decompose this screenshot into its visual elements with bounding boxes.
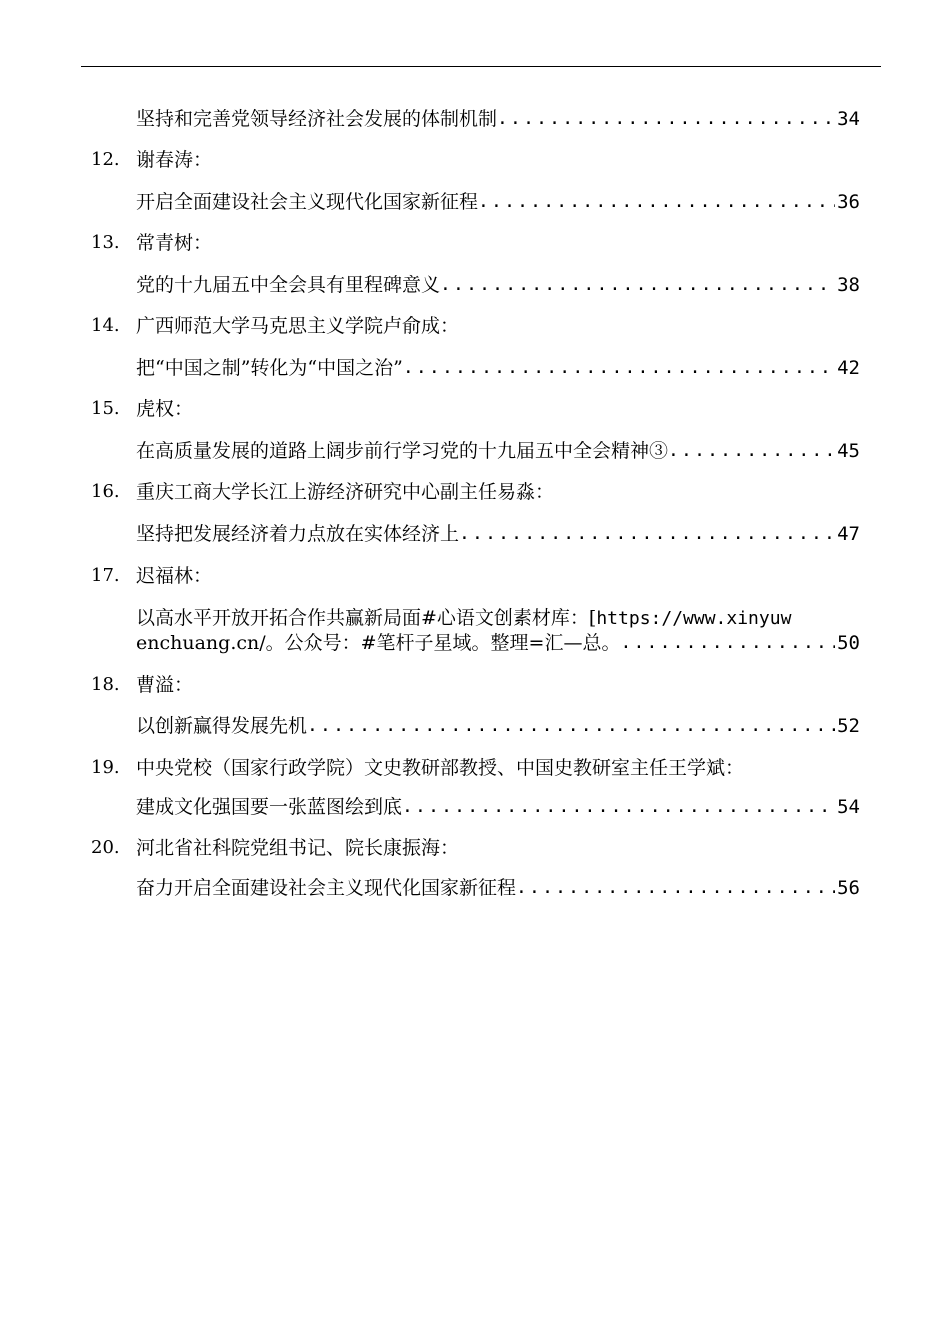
entry-number: 13. <box>91 232 120 253</box>
entry-number: 17. <box>91 565 120 586</box>
entry-title: 奋力开启全面建设社会主义现代化国家新征程 <box>136 877 517 899</box>
entry-title: 以创新赢得发展先机 <box>136 715 308 737</box>
toc-entry-title[interactable] <box>136 876 860 900</box>
toc-entry-title[interactable] <box>136 107 860 131</box>
entry-number: 16. <box>91 481 120 502</box>
entry-title: 坚持和完善党领导经济社会发展的体制机制 <box>136 108 498 130</box>
entry-page-number: 45 <box>837 440 860 462</box>
entry-title: 开启全面建设社会主义现代化国家新征程 <box>136 191 479 213</box>
entry-author: 重庆工商大学长江上游经济研究中心副主任易淼： <box>136 481 555 503</box>
entry-author: 虎权： <box>136 398 194 420</box>
dot-leader <box>497 107 835 131</box>
entry-page-number: 50 <box>837 632 860 654</box>
entry-number: 12. <box>91 149 120 170</box>
entry-title: 在高质量发展的道路上阔步前行学习党的十九届五中全会精神③ <box>136 440 669 462</box>
entry-title-continued: enchuang.cn/。公众号：#笔杆子星域。整理=汇—总。 <box>136 632 621 654</box>
entry-title-part: 以高水平开放开拓合作共赢新局面#心语文创素材库：[ <box>136 607 597 629</box>
entry-page-number: 54 <box>837 796 860 818</box>
entry-page-number: 52 <box>837 715 860 737</box>
entry-number: 20. <box>91 837 120 858</box>
toc-entry-title[interactable] <box>136 795 860 819</box>
dot-leader <box>620 631 835 655</box>
entry-title: 党的十九届五中全会具有里程碑意义 <box>136 274 441 296</box>
entry-page-number: 42 <box>837 357 860 379</box>
entry-number: 14. <box>91 315 120 336</box>
entry-page-number: 38 <box>837 274 860 296</box>
entry-author: 河北省社科院党组书记、院长康振海： <box>136 837 460 859</box>
entry-author: 迟福林： <box>136 565 213 587</box>
toc-entry-title[interactable] <box>136 273 860 297</box>
dot-leader <box>307 714 835 738</box>
dot-leader <box>402 795 835 819</box>
entry-title: 建成文化强国要一张蓝图绘到底 <box>136 796 403 818</box>
entry-title-url: https://www.xinyuw <box>596 608 792 629</box>
entry-number: 18. <box>91 674 120 695</box>
entry-page-number: 56 <box>837 877 860 899</box>
dot-leader <box>403 356 835 380</box>
entry-author: 谢春涛： <box>136 149 213 171</box>
header-rule <box>81 66 881 67</box>
entry-number: 15. <box>91 398 120 419</box>
entry-author: 中央党校（国家行政学院）文史教研部教授、中国史教研室主任王学斌： <box>136 757 745 779</box>
toc-entry-title-wrapped[interactable] <box>136 606 791 631</box>
toc-entry-title[interactable] <box>136 631 860 655</box>
entry-page-number: 36 <box>837 191 860 213</box>
dot-leader <box>440 273 835 297</box>
dot-leader <box>516 876 835 900</box>
dot-leader <box>459 522 835 546</box>
entry-author: 常青树： <box>136 232 213 254</box>
dot-leader <box>478 190 835 214</box>
entry-page-number: 34 <box>837 108 860 130</box>
entry-author: 广西师范大学马克思主义学院卢俞成： <box>136 315 460 337</box>
toc-entry-title[interactable] <box>136 522 860 546</box>
entry-page-number: 47 <box>837 523 860 545</box>
toc-entry-title[interactable] <box>136 356 860 380</box>
entry-author: 曹溢： <box>136 674 194 696</box>
dot-leader <box>668 439 835 463</box>
toc-entry-title[interactable] <box>136 714 860 738</box>
entry-number: 19. <box>91 757 120 778</box>
entry-title: 坚持把发展经济着力点放在实体经济上 <box>136 523 460 545</box>
entry-title: 把“中国之制”转化为“中国之治” <box>136 357 403 379</box>
toc-entry-title[interactable] <box>136 190 860 214</box>
toc-entry-title[interactable] <box>136 439 860 463</box>
